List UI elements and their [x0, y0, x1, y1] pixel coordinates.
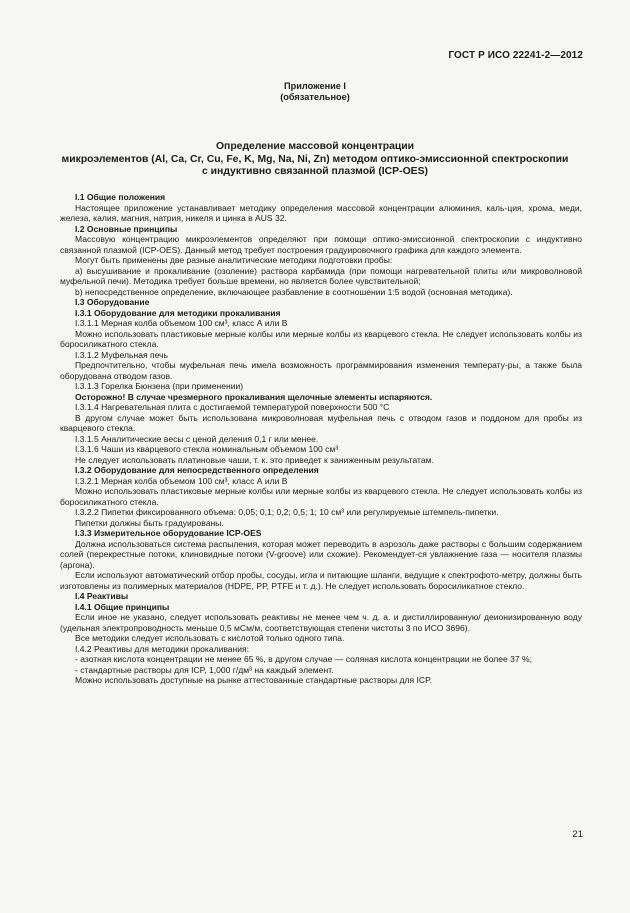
section-heading: I.1 Общие положения [75, 192, 166, 202]
body-paragraph: Могут быть применены две разные аналитические методики подготовки пробы: [75, 255, 393, 265]
body-paragraph: Можно использовать доступные на рынке аттестованные стандартные растворы для ICP. [75, 675, 433, 685]
page-number: 21 [572, 829, 583, 840]
body-paragraph: a) высушивание и прокаливание (озоление) раствора карбамида (при помощи нагревательной плиты или микроволновой муфельной печи). Методика требует больше времени, но является более чувствительной; [60, 265, 582, 286]
section-heading: Осторожно! В случае чрезмерного прокаливания щелочные элементы испаряются. [75, 391, 433, 402]
body-paragraph: Пипетки должны быть градуированы. [75, 517, 224, 528]
section-heading: I.4 Реактивы [75, 591, 129, 601]
body-paragraph: b) непосредственное определение, включающее разбавление в соотношении 1:5 водой (основная методика). [75, 286, 513, 297]
body-paragraph: Все методики следует использовать с кислотой только одного типа. [75, 633, 345, 643]
body-paragraph: - азотная кислота концентрации не менее 65 %, в другом случае — соляная кислота концентрации не более 37 %; [75, 654, 532, 664]
title-line-2: микроэлементов (Al, Ca, Cr, Cu, Fe, K, Mg, Na, Ni, Zn) методом оптико-эмиссионной спектроскопии [61, 153, 569, 165]
body-paragraph: Если иное не указано, следует использовать реактивы не менее чем ч. д. а. и дистиллированную/ деионизированную воду (удельная электропроводность меньше 0,5 мСм/м, соответствующая степени чистоты 3 по ИСО 3696). [60, 612, 582, 633]
section-heading: I.2 Основные принципы [75, 223, 178, 234]
body-paragraph: I.3.1.4 Нагревательная плита с достигаемой температурой поверхности 500 °С [75, 402, 390, 412]
body-paragraph: I.3.1.6 Чаши из кварцевого стекла номинальным объемом 100 см³ [75, 444, 339, 454]
body-paragraph: Предпочтительно, чтобы муфельная печь имела возможность программирования изменения температу-ры, а также была оборудована отводом газов. [60, 360, 582, 381]
body-paragraph: Должна использоваться система распыления, которая может переводить в аэрозоль даже растворы с большим содержанием солей (перекрестные потоки, клиновидные потоки (V-groove) или схожие). Рекомендует-ся увлажнение газа — носителя плазмы (аргона). [60, 538, 582, 570]
body-paragraph: Можно использовать пластиковые мерные колбы или мерные колбы из кварцевого стекла. Не следует использовать колбы из боросиликатного стекла. [60, 486, 582, 507]
section-heading: I.3 Оборудование [75, 297, 150, 307]
body-paragraph: Можно использовать пластиковые мерные колбы или мерные колбы из кварцевого стекла. Не следует использовать колбы из боросиликатного стекла. [60, 328, 582, 349]
body-paragraph: I.4.2 Реактивы для методики прокаливания: [75, 643, 250, 654]
title-line-1: Определение массовой концентрации [215, 141, 415, 152]
body-paragraph: I.3.1.2 Муфельная печь [75, 349, 168, 360]
annex-title: Приложение I [284, 81, 346, 91]
section-heading: I.3.2 Оборудование для непосредственного определения [75, 465, 319, 475]
body-paragraph: I.3.2.1 Мерная колба объемом 100 см³, класс А или В [75, 475, 288, 486]
body-paragraph: I.3.1.3 Горелка Бюнзена (при применении) [75, 381, 244, 391]
section-heading: I.4.1 Общие принципы [75, 601, 170, 612]
body-paragraph: I.3.1.1 Мерная колба объемом 100 см³, класс А или В [75, 318, 288, 328]
annex-heading [0, 81, 630, 103]
body-paragraph: Если используют автоматический отбор пробы, сосуды, игла и питающие шланги, ведущие к спектрофото-метру, должны быть изготовлены из полимерных материалов (HDPE, PP, PTFE и т. д.). Не следует использовать боросиликатное стекло. [60, 570, 582, 591]
body-paragraph: - стандартные растворы для ICP, 1,000 г/дм³ на каждый элемент. [75, 664, 334, 675]
body-paragraph: I.3.1.5 Аналитические весы с ценой деления 0,1 г или менее. [75, 433, 319, 444]
body-paragraph: Настоящее приложение устанавливает методику определения массовой концентрации алюминия, каль-ция, хрома, меди, железа, калия, магния, натрия, никеля и цинка в AUS 32. [60, 202, 582, 223]
body-paragraph: I.3.2.2 Пипетки фиксированного объема: 0,05; 0,1; 0,2; 0,5; 1; 10 см³ или регулируемые штемпель-пипетки. [75, 507, 499, 517]
body-paragraph: Не следует использовать платиновые чаши, т. к. это приведет к заниженным результатам. [75, 454, 434, 465]
body-paragraph: В другом случае может быть использована микроволновая муфельная печь с отводом газов и поддоном для пробы из кварцевого стекла. [60, 412, 582, 433]
annex-status: (обязательное) [280, 92, 350, 102]
document-body [60, 192, 582, 686]
section-heading: I.3.1 Оборудование для методики прокаливания [75, 307, 281, 318]
standard-designation: ГОСТ Р ИСО 22241-2—2012 [448, 50, 583, 61]
title-line-3: с индуктивно связанной плазмой (ICP-OES) [202, 166, 428, 177]
body-paragraph: Массовую концентрацию микроэлементов определяют при помощи оптико-эмиссионной спектроскопии с индуктивно связанной плазмой (ICP-OES). Данный метод требует построения градуировочного графика для каждого элемента. [60, 234, 582, 255]
document-title [40, 141, 590, 179]
section-heading: I.3.3 Измерительное оборудование ICP-OES [75, 528, 262, 538]
